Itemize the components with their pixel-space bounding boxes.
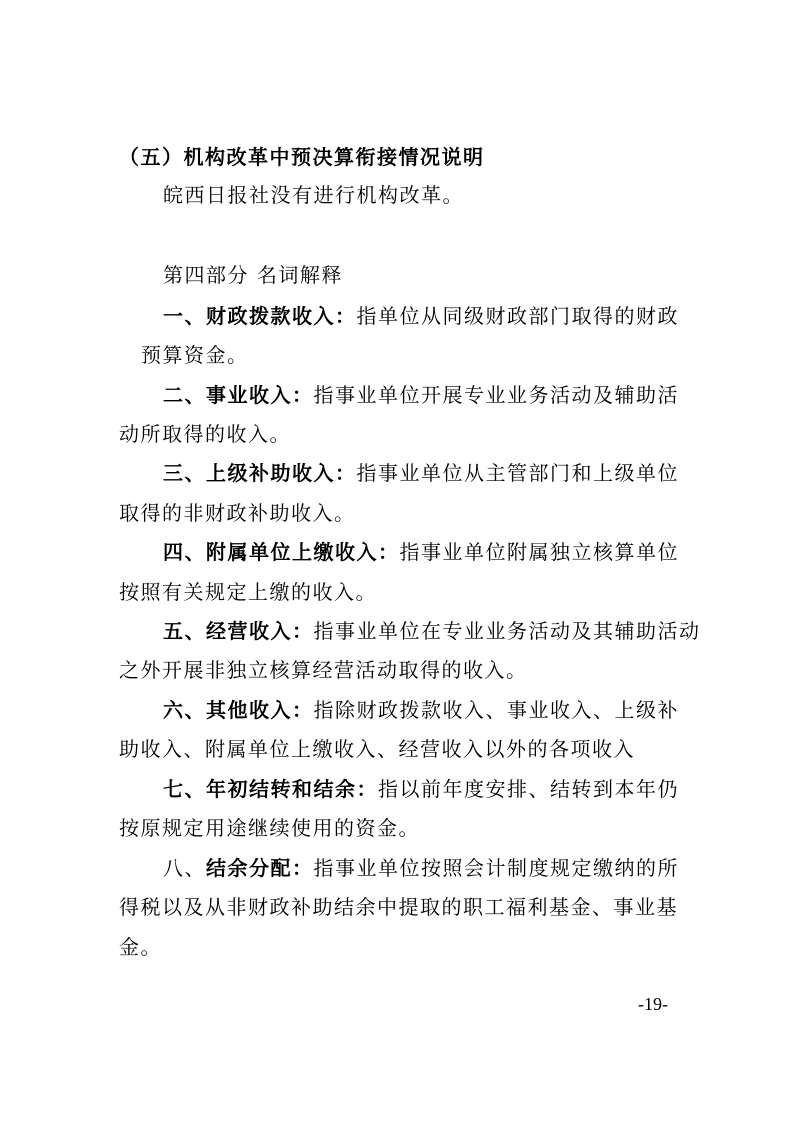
term-4-line-2: 按照有关规定上缴的收入。	[119, 580, 377, 604]
term-3-line-2: 取得的非财政补助收入。	[119, 501, 356, 525]
term-6-line-2: 助收入、附属单位上缴收入、经营收入以外的各项收入	[119, 737, 635, 761]
term-7-line-1	[163, 776, 679, 802]
term-1-line-1	[163, 303, 679, 329]
term-2-line-1	[163, 382, 679, 408]
term-7-name: 七、年初结转和结余：	[163, 777, 378, 801]
term-7-line-2: 按原规定用途继续使用的资金。	[119, 816, 420, 840]
term-1-name: 一、财政拨款收入：	[163, 304, 357, 328]
section-heading: （五）机构改革中预决算衔接情况说明	[119, 145, 485, 169]
term-8-line-2: 得税以及从非财政补助结余中提取的职工福利基金、事业基	[119, 895, 678, 919]
part-title: 第四部分 名词解释	[163, 263, 343, 287]
term-1-definition: 指单位从同级财政部门取得的财政	[356, 304, 679, 328]
term-5-line-1	[163, 618, 701, 644]
term-8-definition: 指事业单位按照会计制度规定缴纳的所	[313, 856, 679, 880]
term-8-line-3: 金。	[119, 935, 162, 959]
term-5-line-2: 之外开展非独立核算经营活动取得的收入。	[119, 658, 528, 682]
term-7-definition: 指以前年度安排、结转到本年仍	[378, 777, 679, 801]
term-3-name: 三、上级补助收入：	[163, 461, 357, 485]
page-number: -19-	[638, 994, 668, 1014]
term-3-line-1	[163, 460, 679, 486]
term-4-definition: 指事业单位附属独立核算单位	[399, 540, 679, 564]
term-6-definition: 指除财政拨款收入、事业收入、上级补	[313, 698, 679, 722]
term-2-line-2: 动所取得的收入。	[119, 422, 291, 446]
term-6-line-1	[163, 697, 679, 723]
term-6-name: 六、其他收入：	[163, 698, 314, 722]
term-3-definition: 指事业单位从主管部门和上级单位	[356, 461, 679, 485]
term-4-line-1	[163, 539, 679, 565]
term-5-definition: 指事业单位在专业业务活动及其辅助活动	[313, 619, 701, 643]
term-8-line-1	[163, 855, 679, 881]
term-2-definition: 指事业单位开展专业业务活动及辅助活	[313, 383, 679, 407]
term-1-line-2: 预算资金。	[141, 343, 249, 367]
section-body: 皖西日报社没有进行机构改革。	[163, 183, 464, 207]
term-4-name: 四、附属单位上缴收入：	[163, 540, 400, 564]
term-2-name: 二、事业收入：	[163, 383, 314, 407]
term-5-name: 五、经营收入：	[163, 619, 314, 643]
term-8-name: 结余分配：	[206, 856, 314, 880]
term-8-prefix: 八、	[163, 856, 206, 880]
